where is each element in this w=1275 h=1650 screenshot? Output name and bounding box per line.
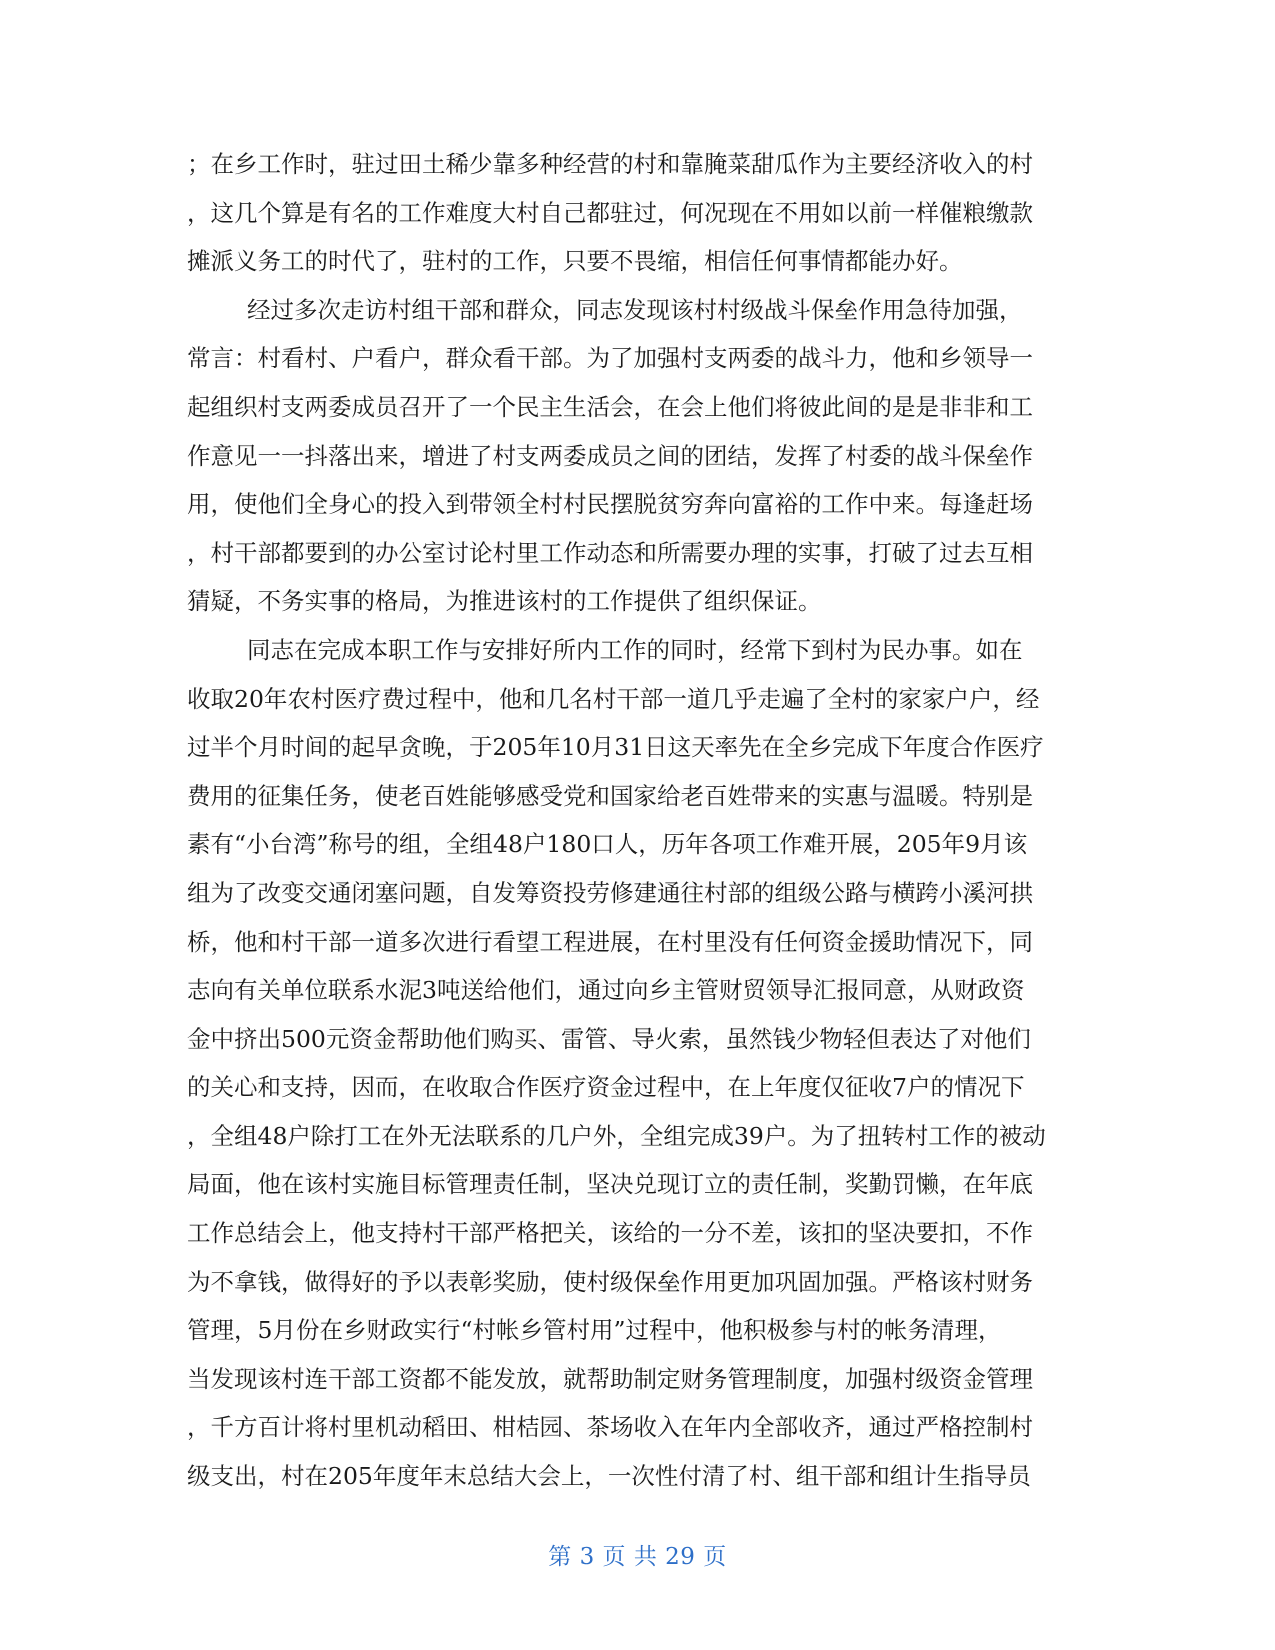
text-line: ，千方百计将村里机动稻田、柑桔园、茶场收入在年内全部收齐，通过严格控制村 <box>187 1413 1033 1442</box>
text-line: 素有“小台湾”称号的组，全组48户180口人，历年各项工作难开展，205年9月该 <box>187 830 1028 859</box>
text-line: 为不拿钱，做得好的予以表彰奖励，使村级保垒作用更加巩固加强。严格该村财务 <box>187 1267 1033 1296</box>
text-line: 猜疑，不务实事的格局，为推进该村的工作提供了组织保证。 <box>187 587 822 616</box>
text-line: 工作总结会上，他支持村干部严格把关，该给的一分不差，该扣的坚决要扣，不作 <box>187 1219 1033 1248</box>
text-line: 金中挤出500元资金帮助他们购买、雷管、导火索，虽然钱少物轻但表达了对他们 <box>187 1024 1031 1053</box>
body-text <box>187 140 1087 1501</box>
text-line: ，全组48户除打工在外无法联系的几户外，全组完成39户。为了扭转村工作的被动 <box>187 1121 1046 1150</box>
text-line: ；在乡工作时，驻过田土稀少靠多种经营的村和靠腌菜甜瓜作为主要经济收入的村 <box>187 150 1033 178</box>
text-line: 局面，他在该村实施目标管理责任制，坚决兑现订立的责任制，奖勤罚懒，在年底 <box>187 1170 1033 1199</box>
paragraph-first-line: 同志在完成本职工作与安排好所内工作的同时，经常下到村为民办事。如在 <box>247 635 1023 664</box>
page-number-footer: 第 3 页 共 29 页 <box>548 1544 727 1570</box>
text-line: 费用的征集任务，使老百姓能够感受党和国家给老百姓带来的实惠与温暖。特别是 <box>187 781 1033 810</box>
text-line: 当发现该村连干部工资都不能发放，就帮助制定财务管理制度，加强村级资金管理 <box>187 1364 1033 1393</box>
text-line: 起组织村支两委成员召开了一个民主生活会，在会上他们将彼此间的是是非非和工 <box>187 392 1033 421</box>
text-line: ，村干部都要到的办公室讨论村里工作动态和所需要办理的实事，打破了过去互相 <box>187 538 1033 567</box>
text-line: 作意见一一抖落出来，增进了村支两委成员之间的团结，发挥了村委的战斗保垒作 <box>187 441 1033 470</box>
text-line: 用，使他们全身心的投入到带领全村村民摆脱贫穷奔向富裕的工作中来。每逢赶场 <box>187 490 1033 519</box>
text-line: 组为了改变交通闭塞问题，自发筹资投劳修建通往村部的组级公路与横跨小溪河拱 <box>187 878 1033 907</box>
text-line: 常言：村看村、户看户，群众看干部。为了加强村支两委的战斗力，他和乡领导一 <box>187 344 1033 373</box>
text-line: 级支出，村在205年度年末总结大会上，一次性付清了村、组干部和组计生指导员 <box>187 1462 1031 1491</box>
text-line: 桥，他和村干部一道多次进行看望工程进展，在村里没有任何资金援助情况下，同 <box>187 927 1033 956</box>
text-line: 收取20年农村医疗费过程中，他和几名村干部一道几乎走遍了全村的家家户户，经 <box>187 684 1040 713</box>
paragraph-first-line: 经过多次走访村组干部和群众，同志发现该村村级战斗保垒作用急待加强， <box>247 295 1023 324</box>
text-line: 管理，5月份在乡财政实行“村帐乡管村用”过程中，他积极参与村的帐务清理， <box>187 1316 1002 1345</box>
text-line: 过半个月时间的起早贪晚，于205年10月31日这天率先在全乡完成下年度合作医疗 <box>187 733 1044 762</box>
text-line: 志向有关单位联系水泥3吨送给他们，通过向乡主管财贸领导汇报同意，从财政资 <box>187 976 1025 1005</box>
text-line: 摊派义务工的时代了，驻村的工作，只要不畏缩，相信任何事情都能办好。 <box>187 247 963 276</box>
text-line: ，这几个算是有名的工作难度大村自己都驻过，何况现在不用如以前一样催粮缴款 <box>187 198 1033 227</box>
text-line: 的关心和支持，因而，在收取合作医疗资金过程中，在上年度仅征收7户的情况下 <box>187 1073 1025 1102</box>
